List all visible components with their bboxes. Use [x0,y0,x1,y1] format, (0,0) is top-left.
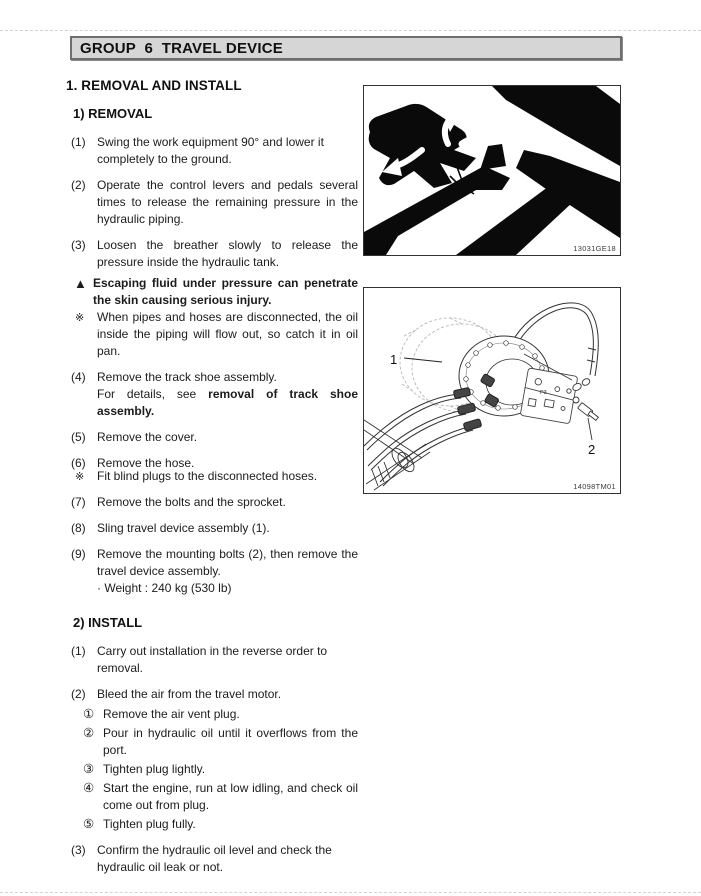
removal-step [66,546,358,597]
group-title: GROUP 6 TRAVEL DEVICE [80,39,283,57]
step-text: Remove the cover. [97,430,198,444]
install-steps [66,643,358,876]
step-text: Escaping fluid under pressure can penetrate the skin causing serious injury. [93,276,358,307]
step-text: Remove the hose. [97,456,195,470]
figure-caption: 13031GE18 [573,244,616,253]
removal-step [66,275,358,309]
removal-step [66,134,358,168]
step-text: Remove the track shoe assembly. For details, see removal of track shoe assembly. [97,370,358,418]
install-step [66,643,358,677]
step-marker: (6) [71,456,86,470]
step-marker: ▲ [74,276,87,291]
step-text: Remove the bolts and the sprocket. [97,495,286,509]
figure-escaping-fluid-warning [363,85,621,256]
install-step [66,780,358,814]
step-marker: ※ [75,312,85,324]
travel-device-diagram [364,288,620,493]
step-marker: (5) [71,430,86,444]
install-step [66,842,358,876]
step-text: Sling travel device assembly (1). [97,521,270,535]
step-marker: ⑤ [83,817,95,831]
step-marker: (9) [71,547,86,561]
step-text: Bleed the air from the travel motor. [97,687,282,701]
step-text: Tighten plug fully. [103,817,196,831]
step-marker: ② [83,726,95,740]
figure-travel-device-assembly [363,287,621,494]
step-text: When pipes and hoses are disconnected, the oil inside the piping will flow out, so catch it in oil pan. [97,310,358,358]
install-heading: 2) INSTALL [73,615,143,630]
step-marker: ③ [83,762,95,776]
warning-pictogram-illustration [364,86,620,255]
callout-2-label: 2 [588,442,596,457]
step-marker: (8) [71,521,86,535]
removal-step [66,520,358,537]
removal-heading: 1) REMOVAL [73,106,153,121]
install-step [66,706,358,723]
step-text: Operate the control levers and pedals several times to release the remaining pressure in the hydraulic piping. [97,178,358,226]
removal-step [66,177,358,228]
step-marker: (3) [71,843,86,857]
removal-step [66,237,358,271]
page-edge-artifact [0,30,701,31]
install-step [66,816,358,833]
install-step [66,686,358,703]
step-text: Pour in hydraulic oil until it overflows from the port. [103,726,358,757]
step-marker: ④ [83,781,95,795]
removal-step [66,494,358,511]
install-step [66,761,358,778]
step-text: Fit blind plugs to the disconnected hoses. [97,469,318,483]
step-text: Tighten plug lightly. [103,762,206,776]
step-text: Confirm the hydraulic oil level and check the hydraulic oil leak or not. [97,843,332,874]
page-edge-artifact [0,892,701,893]
step-marker: (2) [71,178,86,192]
section-heading: 1. REMOVAL AND INSTALL [66,78,242,93]
step-text: Remove the mounting bolts (2), then remove the travel device assembly. · Weight : 240 kg (530 lb) [97,547,358,595]
step-marker: (3) [71,238,86,252]
callout-1-label: 1 [390,352,398,367]
group-header [70,36,622,60]
figure-caption: 14098TM01 [573,482,616,491]
step-marker: (7) [71,495,86,509]
step-marker: ① [83,707,95,721]
text-column [66,78,358,885]
step-marker: (1) [71,644,86,658]
removal-step [66,309,358,360]
step-text: Carry out installation in the reverse order to removal. [97,644,328,675]
removal-step [66,468,358,485]
step-marker: (2) [71,687,86,701]
step-marker: (4) [71,370,86,384]
step-marker: (1) [71,135,86,149]
step-text: Swing the work equipment 90° and lower it completely to the ground. [97,135,324,166]
removal-steps [66,134,358,597]
install-step [66,725,358,759]
step-marker: ※ [75,471,85,483]
step-text: Remove the air vent plug. [103,707,240,721]
port-label-p3: P3 [540,390,547,396]
step-text: Loosen the breather slowly to release the pressure inside the hydraulic tank. [97,238,358,269]
step-text: Start the engine, run at low idling, and check oil come out from plug. [103,781,358,812]
removal-step [66,429,358,446]
removal-step [66,369,358,420]
